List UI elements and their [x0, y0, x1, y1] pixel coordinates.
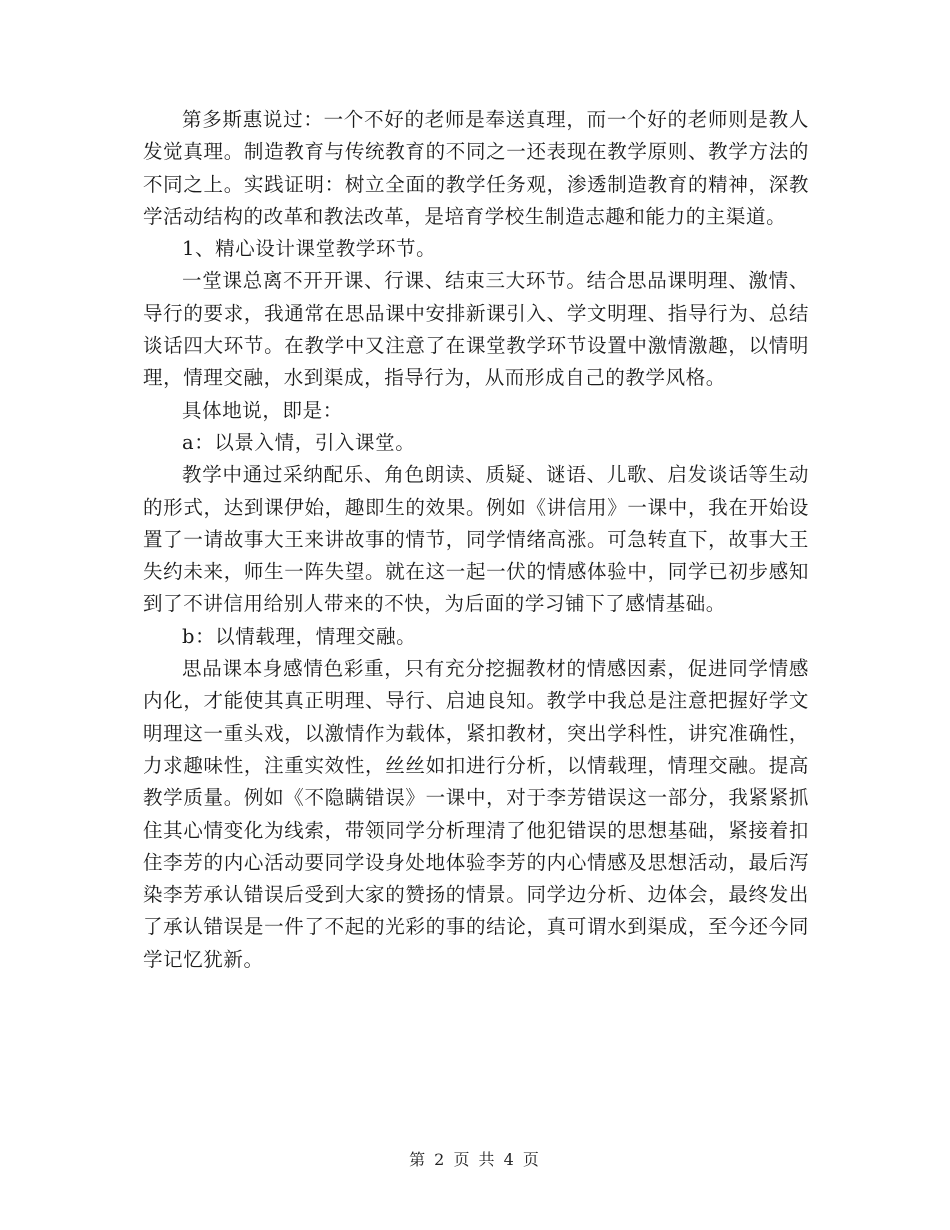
paragraph-6: 教学中通过采纳配乐、角色朗读、质疑、谜语、儿歌、启发谈话等生动的形式，达到课伊始，趣即生的效果。例如《讲信用》一课中，我在开始设置了一请故事大王来讲故事的情节，同学情绪高涨。可急转直下，故事大王失约未来，师生一阵失望。就在这一起一伏的情感体验中，同学已初步感知到了不讲信用给别人带来的不快，为后面的学习铺下了感情基础。 — [143, 463, 809, 616]
paragraph-5: a：以景入情，引入课堂。 — [182, 430, 416, 454]
paragraph-3: 一堂课总离不开开课、行课、结束三大环节。结合思品课明理、激情、导行的要求，我通常在思品课中安排新课引入、学文明理、指导行为、总结谈话四大环节。在教学中又注意了在课堂教学环节设置中激情激趣，以情明理，情理交融，水到渠成，指导行为，从而形成自己的教学风格。 — [143, 269, 809, 390]
page-footer: 第 2 页 共 4 页 — [409, 1150, 541, 1169]
paragraph-1: 第多斯惠说过：一个不好的老师是奉送真理，而一个好的老师则是教人发觉真理。制造教育与传统教育的不同之一还表现在教学原则、教学方法的不同之上。实践证明：树立全面的教学任务观，渗透制造教育的精神，深教学活动结构的改革和教法改革，是培育学校生制造志趣和能力的主渠道。 — [143, 108, 809, 228]
document-body — [143, 104, 809, 976]
paragraph-2: 1、精心设计课堂教学环节。 — [182, 237, 437, 261]
paragraph-8: 思品课本身感情色彩重，只有充分挖掘教材的情感因素，促进同学情感内化，才能使其真正明理、导行、启迪良知。教学中我总是注意把握好学文明理这一重头戏，以激情作为载体，紧扣教材，突出学科性，讲究准确性，力求趣味性，注重实效性，丝丝如扣进行分析，以情载理，情理交融。提高教学质量。例如《不隐瞒错误》一课中，对于李芳错误这一部分，我紧紧抓住其心情变化为线索，带领同学分析理清了他犯错误的思想基础，紧接着扣住李芳的内心活动要同学设身处地体验李芳的内心情感及思想活动，最后泻染李芳承认错误后受到大家的赞扬的情景。同学边分析、边体会，最终发出了承认错误是一件了不起的光彩的事的结论，真可谓水到渠成，至今还今同学记忆犹新。 — [143, 657, 809, 971]
paragraph-4: 具体地说，即是： — [182, 398, 343, 422]
paragraph-7: b：以情载理，情理交融。 — [182, 624, 417, 648]
